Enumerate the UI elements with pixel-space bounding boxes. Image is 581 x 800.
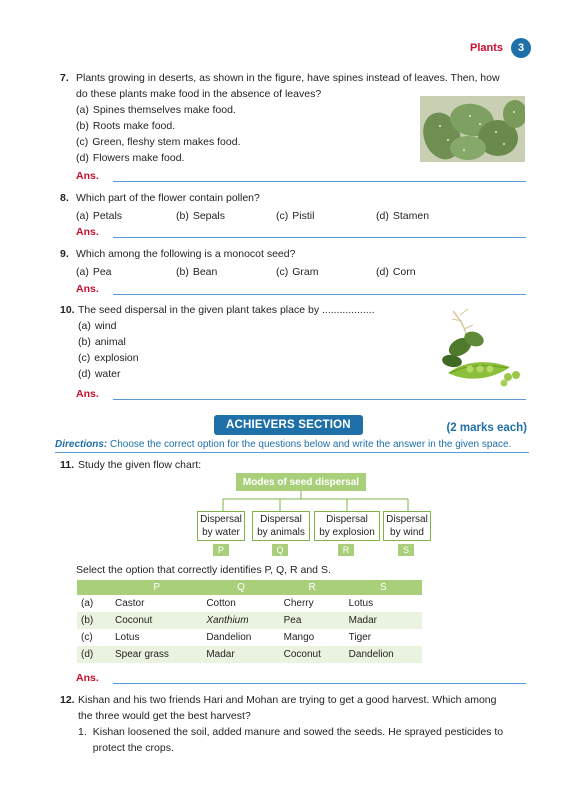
question-9	[60, 246, 530, 280]
option-d: (d) Flowers make food.	[76, 152, 185, 164]
option-a: (a) Spines themselves make food.	[76, 104, 236, 116]
options-table	[77, 580, 422, 663]
table-row: (b) Coconut Xanthium Pea Madar	[77, 612, 422, 629]
flow-tag-s: S	[398, 544, 414, 556]
answer-line-11[interactable]: Ans.	[76, 672, 526, 684]
question-text: Which part of the flower contain pollen?	[76, 192, 260, 204]
flow-tag-r: R	[338, 544, 354, 556]
option-d: (d) Corn	[376, 266, 416, 278]
answer-line-7[interactable]: Ans.	[76, 170, 526, 182]
option-a: (a) Pea	[76, 266, 112, 278]
question-text: Kishan and his two friends Hari and Mohan are trying to get a good harvest. Which among the three would get the best harvest?	[78, 694, 497, 722]
options-row	[76, 264, 530, 280]
question-11	[60, 457, 530, 473]
flow-box-water: Dispersal by water	[197, 511, 245, 541]
option-b: (b) Sepals	[176, 210, 225, 222]
option-a: (a) wind	[78, 320, 117, 332]
option-a: (a) Petals	[76, 210, 123, 222]
option-b: (b) Bean	[176, 266, 218, 278]
question-number: 8.	[60, 192, 69, 204]
answer-line-9[interactable]: Ans.	[76, 283, 526, 295]
option-b: (b) animal	[78, 336, 126, 348]
question-number: 12.	[60, 694, 75, 706]
chapter-title: Plants	[469, 42, 503, 54]
achievers-section-title: ACHIEVERS SECTION	[214, 415, 363, 435]
page-header	[470, 38, 531, 58]
table-header-row: P Q R S	[77, 580, 422, 595]
answer-line-8[interactable]: Ans.	[76, 226, 526, 238]
question-number: 9.	[60, 248, 69, 260]
answer-line-10[interactable]: Ans.	[76, 388, 526, 400]
marks-note: (2 marks each)	[446, 422, 527, 434]
option-d: (d) water	[78, 368, 121, 380]
option-b: (b) Roots make food.	[76, 120, 176, 132]
flow-box-animals: Dispersal by animals	[252, 511, 310, 541]
option-c: (c) Gram	[276, 266, 319, 278]
option-c: (c) Green, fleshy stem makes food.	[76, 136, 241, 148]
option-d: (d) Stamen	[376, 210, 430, 222]
option-c: (c) explosion	[78, 352, 139, 364]
cactus-image	[420, 96, 525, 162]
page-number-badge: 3	[511, 38, 531, 58]
question-text: Study the given flow chart:	[78, 459, 202, 471]
question-number: 10.	[60, 304, 75, 316]
question-number: 7.	[60, 72, 69, 84]
question-11-prompt: Select the option that correctly identifies P, Q, R and S.	[76, 564, 331, 576]
flow-chart-title: Modes of seed dispersal	[236, 473, 366, 491]
question-text: Plants growing in deserts, as shown in the figure, have spines instead of leaves. Then, how do these plants make food in the absence of leaves?	[76, 72, 500, 100]
flow-box-wind: Dispersal by wind	[383, 511, 431, 541]
flow-box-explosion: Dispersal by explosion	[314, 511, 380, 541]
directions: Directions: Choose the correct option for the questions below and write the answer in the given space.	[55, 439, 529, 453]
flow-chart-connectors	[190, 491, 450, 513]
pea-pod-image	[438, 303, 528, 388]
question-8	[60, 190, 530, 224]
table-row: (d) Spear grass Madar Coconut Dandelion	[77, 646, 422, 663]
question-text: The seed dispersal in the given plant takes place by ..................	[78, 304, 375, 316]
options-row	[76, 208, 530, 224]
flow-tag-p: P	[213, 544, 229, 556]
question-number: 11.	[60, 459, 75, 471]
option-c: (c) Pistil	[276, 210, 315, 222]
list-item: 1. Kishan loosened the soil, added manure and sowed the seeds. He sprayed pesticides to protect the crops.	[78, 726, 504, 754]
question-text: Which among the following is a monocot seed?	[76, 248, 296, 260]
flow-tag-q: Q	[272, 544, 288, 556]
table-row: (a) Castor Cotton Cherry Lotus	[81, 598, 374, 609]
question-12	[60, 692, 530, 756]
table-row: (c) Lotus Dandelion Mango Tiger	[81, 632, 372, 643]
